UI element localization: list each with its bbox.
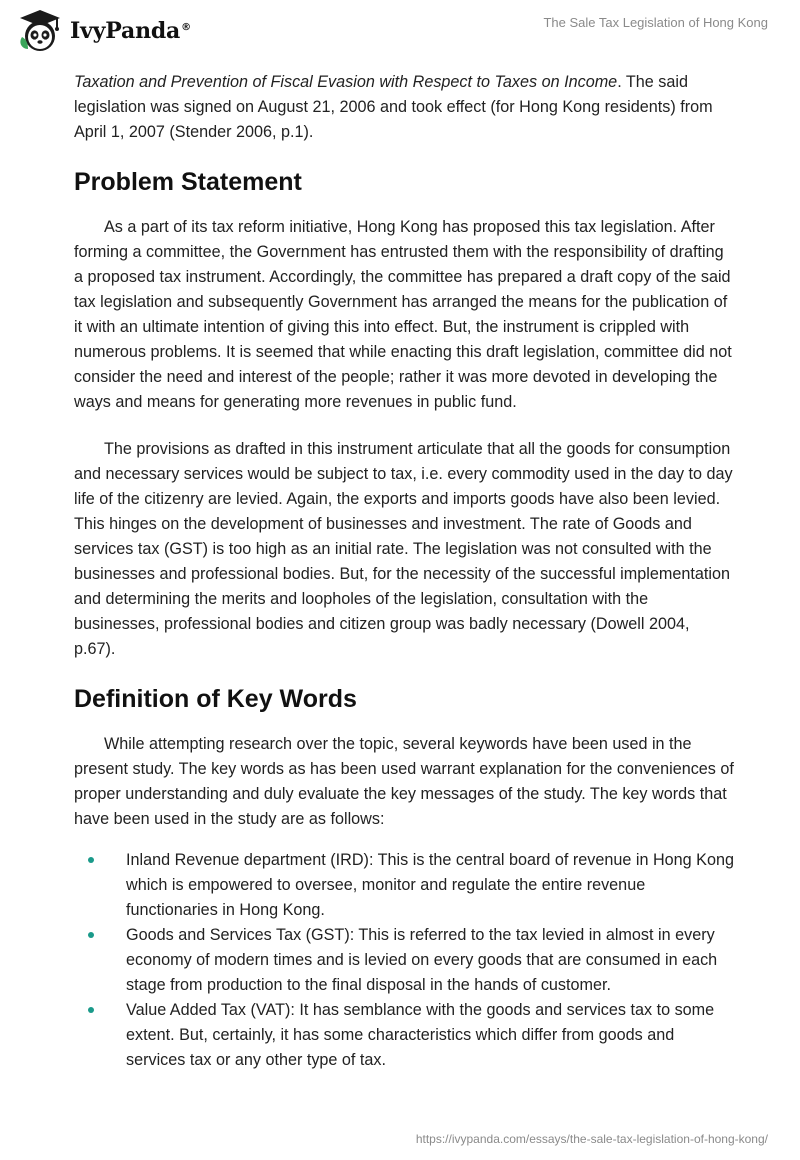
problem-paragraph-1: As a part of its tax reform initiative, Hong Kong has proposed this tax legislation. After forming a committee, the Government has entrusted them with the responsibility of drafting a proposed tax instrument. Accordingly, the committee has prepared a draft copy of the said tax legislation and subsequently Government has arranged the means for the publication of it with an ultimate intention of giving this into effect. But, the instrument is crippled with numerous problems. It is seemed that while enacting this draft legislation, committee did not consider the need and interest of the people; rather it was more devoted in developing the ways and means for generating more revenues in public fund. — [74, 218, 732, 411]
bullet-icon — [88, 1007, 94, 1013]
heading-problem-statement: Problem Statement — [74, 168, 302, 196]
intro-paragraph — [74, 70, 734, 145]
bullet-icon — [88, 857, 94, 863]
brand-logo[interactable] — [16, 7, 191, 55]
definitions-intro-paragraph: While attempting research over the topic, several keywords have been used in the present study. The key words as has been used warrant explanation for the conveniences of proper understanding and duly evaluate the key messages of the study. The key words that have been used in the study are as follows: — [74, 735, 734, 828]
intro-text: . The said legislation was signed on August 21, 2006 and took effect (for Hong Kong residents) from April 1, 2007 (Stender 2006, p.1). — [74, 73, 713, 141]
list-item — [74, 848, 734, 923]
bullet-icon — [88, 932, 94, 938]
keyword-gst: Goods and Services Tax (GST): This is referred to the tax levied in almost in every economy of modern times and is levied on every goods that are consumed in each stage from production to the final disposal in the hands of customer. — [126, 926, 718, 994]
brand-name: IvyPanda® — [70, 18, 191, 44]
list-item — [74, 998, 734, 1073]
list-item — [74, 923, 734, 998]
essay-body — [74, 70, 734, 1073]
document-title: The Sale Tax Legislation of Hong Kong — [543, 15, 768, 30]
heading-definition-of-key-words: Definition of Key Words — [74, 685, 357, 713]
keywords-list — [74, 848, 734, 1073]
graduation-cap-panda-icon — [16, 7, 64, 55]
page-header — [0, 0, 800, 64]
keyword-ird: Inland Revenue department (IRD): This is the central board of revenue in Hong Kong which is empowered to oversee, monitor and regulate the entire revenue functionaries in Hong Kong. — [126, 851, 734, 919]
keyword-vat: Value Added Tax (VAT): It has semblance with the goods and services tax to some extent. But, certainly, it has some characteristics which differ from goods and services tax or any other type of tax. — [126, 1001, 715, 1069]
problem-paragraph-2: The provisions as drafted in this instrument articulate that all the goods for consumption and necessary services would be subject to tax, i.e. every commodity used in the day to day life of the citizenry are levied. Again, the exports and imports goods have also been levied. This hinges on the development of businesses and investment. The rate of Goods and services tax (GST) is too high as an initial rate. The legislation was not consulted with the businesses and professional bodies. But, for the necessity of the successful implementation and determining the merits and loopholes of the legislation, consultation with the businesses, professional bodies and citizen group was badly necessary (Dowell 2004, p.67). — [74, 440, 733, 658]
legislation-title: Taxation and Prevention of Fiscal Evasion with Respect to Taxes on Income — [74, 73, 618, 91]
registered-mark: ® — [181, 21, 191, 33]
source-url[interactable]: https://ivypanda.com/essays/the-sale-tax-legislation-of-hong-kong/ — [415, 1132, 768, 1146]
